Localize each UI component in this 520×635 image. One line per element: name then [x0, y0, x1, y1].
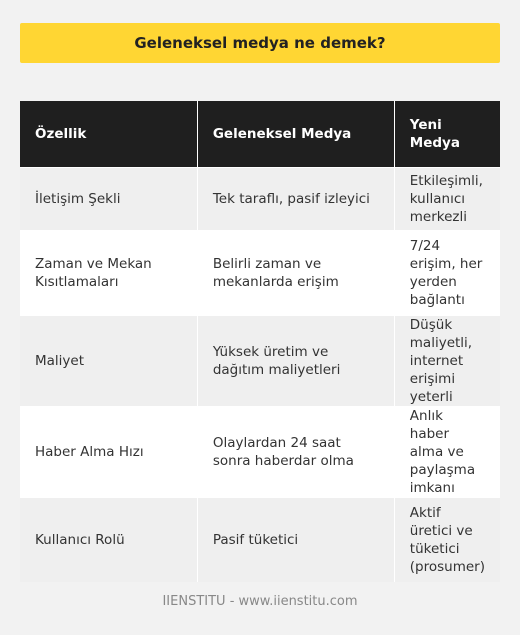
page-title: Geleneksel medya ne demek?: [20, 23, 500, 63]
header-cell-traditional-media: Geleneksel Medya: [197, 101, 394, 167]
table-cell-new: Etkileşimli, kullanıcı merkezli: [409, 172, 483, 225]
header-cell-new-media: Yeni Medya: [409, 116, 460, 151]
table-cell-traditional: Yüksek üretim ve dağıtım maliyetleri: [197, 315, 394, 406]
comparison-table: [20, 101, 500, 582]
table-cell-new: 7/24 erişim, her yerden bağlantı: [409, 237, 483, 308]
table-row: [20, 406, 500, 497]
footer-credit: IIENSTITU - www.iienstitu.com: [162, 594, 358, 609]
header-cell-feature: Özellik: [20, 101, 197, 167]
table-cell-feature: İletişim Şekli: [20, 167, 197, 230]
table-row: [20, 497, 500, 582]
table-cell-new: Anlık haber alma ve paylaşma imkanı: [409, 407, 476, 496]
table-cell-feature: Kullanıcı Rolü: [20, 497, 197, 582]
table-row: [20, 167, 500, 230]
table-row: [20, 315, 500, 406]
table-cell-new: Düşük maliyetli, internet erişimi yeterli: [409, 316, 473, 405]
table-cell-traditional: Belirli zaman ve mekanlarda erişim: [197, 230, 394, 315]
table-cell-new: Aktif üretici ve tüketici (prosumer): [409, 504, 485, 575]
table-cell-feature: Zaman ve Mekan Kısıtlamaları: [20, 230, 197, 315]
table-row: [20, 230, 500, 315]
table-cell-traditional: Olaylardan 24 saat sonra haberdar olma: [197, 406, 394, 497]
table-cell-feature: Haber Alma Hızı: [20, 406, 197, 497]
table-header-row: [20, 101, 500, 167]
table-cell-feature: Maliyet: [20, 315, 197, 406]
table-cell-traditional: Tek taraflı, pasif izleyici: [197, 167, 394, 230]
table-cell-traditional: Pasif tüketici: [197, 497, 394, 582]
